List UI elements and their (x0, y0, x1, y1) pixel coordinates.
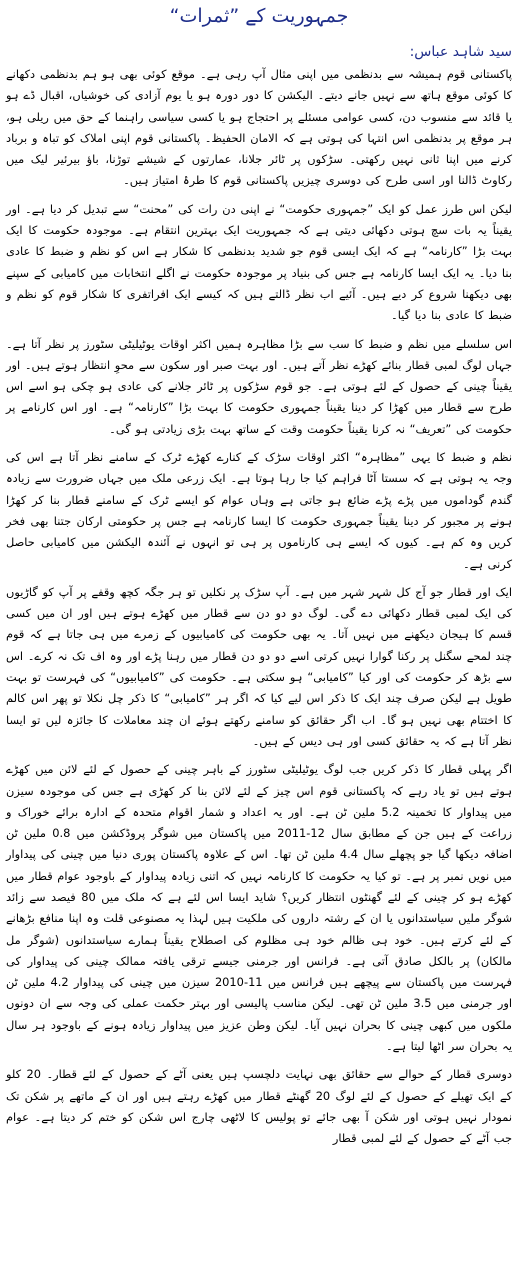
paragraph-7: دوسری قطار کے حوالے سے حقائق بھی نہایت دلچسپ ہیں یعنی آٹے کے حصول کے لئے قطار۔ 20 کلو کے ایک تھیلے کے حصول کے لئے لوگ 20 گھنٹے قطار میں کھڑے رہتے ہیں اور ان کے ماتھے پر شکن تک نمودار نہیں ہوتی اور شکن آ بھی جائے تو پولیس کا لاٹھی چارج اس شکن کو ختم کر دیتا ہے۔ عوام جب آٹے کے حصول کے لئے لمبی قطار (6, 1067, 512, 1146)
paragraph-3: اس سلسلے میں نظم و ضبط کا سب سے بڑا مظاہرہ ہمیں اکثر اوقات یوٹیلیٹی سٹورز پر نظر آتا ہے۔ جہاں لوگ لمبی قطار بنائے کھڑے نظر آتے ہیں۔ اور بہت صبر اور سکون سے محوِ انتظار ہوتے ہیں۔ اور یقیناً چینی کے حصول کے لئے ہوتی ہے۔ جو قوم سڑکوں پر ٹائر جلانے کی عادی ہو چکی ہو اسے اس طرح سے قطار میں کھڑا کر دینا یقیناً جمہوری حکومت کا بہت بڑا ”کارنامہ“ ہے۔ اور اس کارنامے پر حکومت کی ”تعریف“ نہ کرنا یقیناً حکومت وقت کے ساتھ بہت بڑی زیادتی ہو گی۔ (6, 336, 512, 436)
paragraph-6: اگر پہلی قطار کا ذکر کریں جب لوگ یوٹیلیٹی سٹورز کے باہر چینی کے حصول کے لئے لائن میں کھڑے ہوتے ہیں تو یاد رہے کہ پاکستانی قوم اس چیز کے لئے لائن بنا کر کھڑی ہے جس کی موجودہ سیزن میں پیداوار کا تخمینہ 5.2 ملین ٹن ہے۔ اور یہ اعداد و شمار اقوام متحدہ کے ادارہ برائے خوراک و زراعت کے ہیں جن کے مطابق سال 12-2011 میں پاکستان میں شوگر پروڈکشن میں 0.8 ملین ٹن اضافہ دیکھا گیا جو پچھلے سال 4.4 ملین ٹن تھا۔ اس کے علاوہ پاکستان پوری دنیا میں چینی کی پیداوار میں نویں نمبر پر ہے۔ تو کیا یہ حکومت کا کارنامہ نہیں کہ اتنی زیادہ پیداوار کے باوجود عوام قطار میں کھڑے ہو کر چینی کے لئے گھنٹوں انتظار کریں؟ شاید ایسا اس لئے ہے کہ ملک میں 80 فیصد سے زائد شوگر ملیں سیاستدانوں یا ان کے رشتہ داروں کی ملکیت ہیں لہذا یہ مصنوعی قلت وہ اپنا منافع بڑھانے کے لئے کرتے ہیں۔ خود ہی ظالم خود ہی مظلوم کی اصطلاح یقیناً ہمارے سیاستدانوں (شوگر مل مالکان) پر بالکل صادق آتی ہے۔ فرانس اور جرمنی جیسے ترقی یافتہ ممالک چینی کی پیداوار کی فہرست میں پاکستان سے پیچھے ہیں فرانس میں 11-2010 سیزن میں چینی کی پیداوار 4.2 ملین ٹن اور جرمنی میں 3.5 ملین ٹن تھی۔ لیکن مناسب پالیسی اور بہتر حکمت عملی کی وجہ سے ان دونوں ملکوں میں کبھی چینی کا بحران نہیں آیا۔ لیکن وطن عزیز میں پیداوار زیادہ ہونے کے باوجود ہر سال یہ بحران سر اٹھا لیتا ہے۔ (6, 762, 512, 1054)
paragraph-1: پاکستانی قوم ہمیشہ سے بدنظمی میں اپنی مثال آپ رہی ہے۔ موقع کوئی بھی ہو ہم بدنظمی دکھانے کا کوئی موقع ہاتھ سے نہیں جانے دیتے۔ الیکشن کا دور دورہ ہو یا یوم آزادی کی خوشیاں، اقبال ڈے ہو یا قائد سے منسوب دن، کسی عوامی مسئلے پر احتجاج ہو یا کسی سیاسی راہنما کے حق میں ریلی ہو، ہر موقع پر بدنظمی اس انتہا کی ہوتی ہے کہ الامان الحفیظ۔ پاکستانی قوم اپنی املاک کو تباہ و برباد کرنے میں اپنا ثانی نہیں رکھتی۔ سڑکوں پر ٹائر جلانا، عمارتوں کے شیشے توڑنا، باؤ بیرئیر لیک میں رکاوٹ ڈالنا اور اسی طرح کی دوسری چیزیں پاکستانی قوم کا طرۂ امتیاز ہیں۔ (6, 67, 512, 188)
paragraph-4: نظم و ضبط کا یہی ”مظاہرہ“ اکثر اوقات سڑک کے کنارے کھڑے ٹرک کے سامنے نظر آتا ہے اس کی وجہ یہ ہوتی ہے کہ سستا آٹا فراہم کیا جا رہا ہوتا ہے۔ ایک زرعی ملک میں جہاں ضرورت سے زیادہ گندم گوداموں میں پڑے پڑے ضائع ہو جاتی ہے وہاں عوام کو ایسے ٹرک کے سامنے قطار بنا کر کھڑا ہونے پر مجبور کر دینا یقیناً جمہوری حکومت کا ایسا کارنامہ ہے جس پر حکومتی ارکان جتنا بھی فخر کریں وہ کم ہے۔ کیوں کہ ایسے ہی کارناموں پر ہی تو انہوں نے آئندہ الیکشن میں کامیابی حاصل کرنی ہے۔ (6, 450, 512, 571)
paragraph-5: ایک اور قطار جو آج کل شہر شہر میں ہے۔ آپ سڑک پر نکلیں تو ہر جگہ کچھ وقفے پر آپ کو گاڑیوں کی ایک لمبی قطار دکھائی دے گی۔ لوگ دو دو دن سے قطار میں کھڑے ہوتے ہیں اور ان میں کسی قسم کا ہیجان دیکھنے میں نہیں آتا۔ یہ بھی حکومت کی کامیابیوں کے زمرے میں ہی جاتا ہے کہ قوم چند لمحے سگنل پر رکنا گوارا نہیں کرتی اسے دو دو دن قطار میں رہنا پڑے اور وہ اف تک نہ کرے۔ اس سے بڑھ کر حکومت کی اور کیا ”کامیابی“ ہو سکتی ہے۔ حکومت کی ”کامیابیوں“ کی فہرست تو بہت طویل ہے لیکن صرف چند ایک کا ذکر اس لیے کیا کہ اگر ہر ”کامیابی“ کا ذکر چل نکلا تو پھر اس کالم کا اختتام بھی نہیں ہو گا۔ اب اگر حقائق کو سامنے رکھتے ہوئے ان چند معاملات کا جائزہ لیں تو ایسا نظر آتا ہے کہ یہ حقائق کسی اور ہی دیس کے ہیں۔ (6, 584, 512, 748)
author-byline: سید شاہد عباس: (409, 44, 512, 60)
paragraph-2: لیکن اس طرز عمل کو ایک ”جمہوری حکومت“ نے اپنی دن رات کی ”محنت“ سے تبدیل کر دیا ہے۔ اور یقیناً یہ بات سچ ہوتی دکھائی دیتی ہے کہ جمہوریت ایک بہترین انتقام ہے۔ موجودہ حکومت کا ایک بہت بڑا ”کارنامہ“ ہے کہ ایک ایسی قوم جو شدید بدنظمی کا شکار ہے اس کو نظم و ضبط کا عادی بنا دیا۔ یہ ایک ایسا کارنامہ ہے جس کی بنیاد پر موجودہ حکومت نے اگلے انتخابات میں کامیابی کے سپنے بھی دیکھنا شروع کر دیے ہیں۔ آئیے اب نظر ڈالتے ہیں کہ کیسے ایک افراتفری کا شکار قوم کو نظم و ضبط کا عادی بنا دیا گیا۔ (6, 201, 512, 323)
article-body (6, 64, 512, 1150)
article-title: جمہوریت کے ”ثمرات“ (169, 5, 349, 27)
